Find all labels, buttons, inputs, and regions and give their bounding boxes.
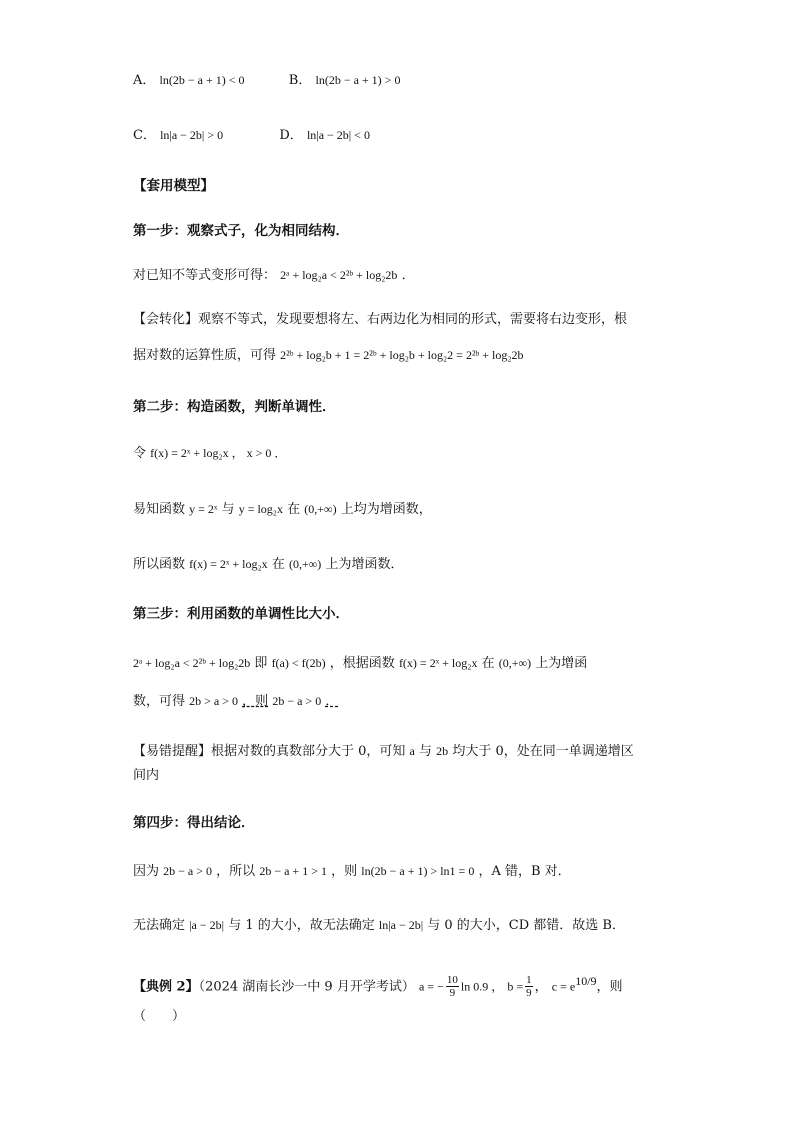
cmp-1-text-d: 上为增函: [535, 656, 588, 671]
example-line: [133, 966, 623, 1002]
step1-end: ．: [401, 268, 415, 283]
cmp-2-expr-2: 2b − a > 0: [272, 694, 322, 708]
conc-1-expr-2: 2b − a + 1 > 1: [259, 864, 327, 878]
mono-1-text-c: 在: [287, 502, 301, 517]
cmp-1-text-a: 即: [254, 656, 268, 671]
mono-2-text-b: 在: [271, 557, 285, 572]
conc-1-text-a: 因为: [133, 864, 160, 879]
options-row-cd: [133, 124, 370, 147]
conc-2-text-b: 与 1 的大小，故无法确定: [228, 918, 375, 933]
example-c-tail: ，则: [596, 979, 623, 995]
step4-heading: 第四步：得出结论．: [133, 815, 255, 831]
example-c-exponent: 10/9: [575, 974, 597, 988]
conc-1-text-c: ，则: [331, 864, 358, 879]
step1-body: [133, 264, 415, 287]
let-text: 令: [133, 446, 147, 461]
tip-line-2: 间内: [133, 768, 160, 783]
conc-2-text-a: 无法确定: [133, 918, 186, 933]
mono-1-expr-1: y = 2ˣ: [189, 502, 218, 516]
option-c-expr: ln|a − 2b| > 0: [160, 128, 224, 142]
cmp-2-text-b: ，则: [242, 694, 269, 709]
cmp-2-expr: 2b > a > 0: [189, 694, 239, 708]
mono-2-expr: f(x) = 2ˣ + log₂x: [189, 557, 268, 571]
tip-text-1: 【易错提醒】根据对数的真数部分大于 0，可知: [133, 744, 406, 759]
example-b-tail: ，: [534, 979, 548, 995]
mono-1-text-d: 上均为增函数，: [340, 502, 432, 517]
cmp-1-expr: 2ᵃ + log₂a < 2²ᵇ + log₂2b: [133, 656, 251, 670]
cmp-1-expr-2: f(a) < f(2b): [271, 656, 326, 670]
cmp-2-text-a: 数，可得: [133, 694, 186, 709]
tip-text-3: 均大于 0，处在同一单调递增区: [452, 744, 634, 759]
mono-2-text-c: 上为增函数．: [325, 557, 404, 572]
tip-line-1: [133, 740, 634, 763]
example-a-expr: a = −: [418, 979, 444, 994]
step3-heading: 第三步：利用函数的单调性比大小．: [133, 606, 349, 622]
conc-2-text-c: 与 0 的大小，CD 都错．故选 B．: [427, 918, 625, 933]
convert-expr: 2²ᵇ + log₂b + 1 = 2²ᵇ + log₂b + log₂2 = 2²ᵇ + log₂2b: [280, 348, 524, 362]
example-a-tail: ln 0.9 ，: [460, 979, 504, 994]
example-source: （2024 湖南长沙一中 9 月开学考试）: [198, 979, 415, 995]
example-b-den: 9: [526, 987, 532, 1000]
cmp-line-1: [133, 652, 587, 675]
mono-1-text-a: 易知函数: [133, 502, 186, 517]
example-blank: （ ）: [133, 1009, 186, 1024]
model-heading: 【套用模型】: [133, 178, 214, 194]
option-a-label: A．: [133, 73, 156, 88]
mono-2-interval: (0,+∞): [288, 557, 322, 571]
mono-1-text-b: 与: [221, 502, 235, 517]
conc-1-expr-1: 2b − a > 0: [163, 864, 213, 878]
example-a-fraction: [446, 974, 459, 999]
conc-2-expr-2: ln|a − 2b|: [378, 918, 424, 932]
options-row-ab: [133, 69, 400, 92]
step1-text: 对已知不等式变形可得：: [133, 268, 277, 283]
example-b-fraction: [525, 974, 533, 999]
mono-1-interval: (0,+∞): [304, 502, 337, 516]
conc-1-expr-3: ln(2b − a + 1) > ln1 = 0: [361, 864, 475, 878]
example-a-num: 10: [446, 974, 458, 987]
convert-line-1: 【会转化】观察不等式，发现要想将左、右两边化为相同的形式，需要将右边变形，根: [133, 312, 628, 327]
tip-var-2b: 2b: [436, 744, 449, 758]
cmp-1-expr-3: f(x) = 2ˣ + log₂x: [398, 656, 478, 670]
mono-line-2: [133, 553, 403, 576]
conclusion-line-1: [133, 860, 571, 883]
conc-2-expr-1: |a − 2b|: [189, 918, 225, 932]
example-c-expr: c = e: [551, 979, 576, 994]
mono-1-expr-2: y = log₂x: [238, 502, 283, 516]
let-expr: f(x) = 2ˣ + log₂x ， x > 0 ．: [150, 446, 287, 460]
example-b-expr: b =: [507, 979, 524, 994]
example-label: 【典例 2】: [133, 979, 199, 995]
cmp-1-text-c: 在: [481, 656, 495, 671]
conclusion-line-2: [133, 914, 625, 937]
option-b-expr: ln(2b − a + 1) > 0: [315, 73, 401, 87]
option-d-expr: ln|a − 2b| < 0: [306, 128, 370, 142]
conc-1-text-b: ，所以: [216, 864, 256, 879]
mono-line-1: [133, 498, 432, 521]
step2-heading: 第二步：构造函数，判断单调性．: [133, 399, 336, 415]
tip-text-2: 与: [419, 744, 433, 759]
mono-2-text-a: 所以函数: [133, 557, 186, 572]
option-a-expr: ln(2b − a + 1) < 0: [159, 73, 245, 87]
example-b-num: 1: [526, 974, 532, 987]
let-line: [133, 442, 286, 465]
cmp-2-text-c: ．: [325, 694, 339, 709]
example-a-den: 9: [449, 987, 456, 1000]
step1-heading: 第一步：观察式子，化为相同结构．: [133, 223, 349, 239]
option-b-label: B．: [288, 73, 312, 88]
step1-expr: 2ᵃ + log₂a < 2²ᵇ + log₂2b: [280, 268, 398, 282]
cmp-1-interval: (0,+∞): [498, 656, 532, 670]
convert-text: 据对数的运算性质，可得: [133, 348, 277, 363]
cmp-line-2: [133, 690, 338, 713]
conc-1-text-d: ，A 错，B 对．: [478, 864, 571, 879]
tip-var-a: a: [409, 744, 415, 758]
option-c-label: C．: [133, 128, 156, 143]
cmp-1-text-b: ，根据函数: [329, 656, 395, 671]
convert-line-2: [133, 344, 524, 367]
option-d-label: D．: [279, 128, 303, 143]
